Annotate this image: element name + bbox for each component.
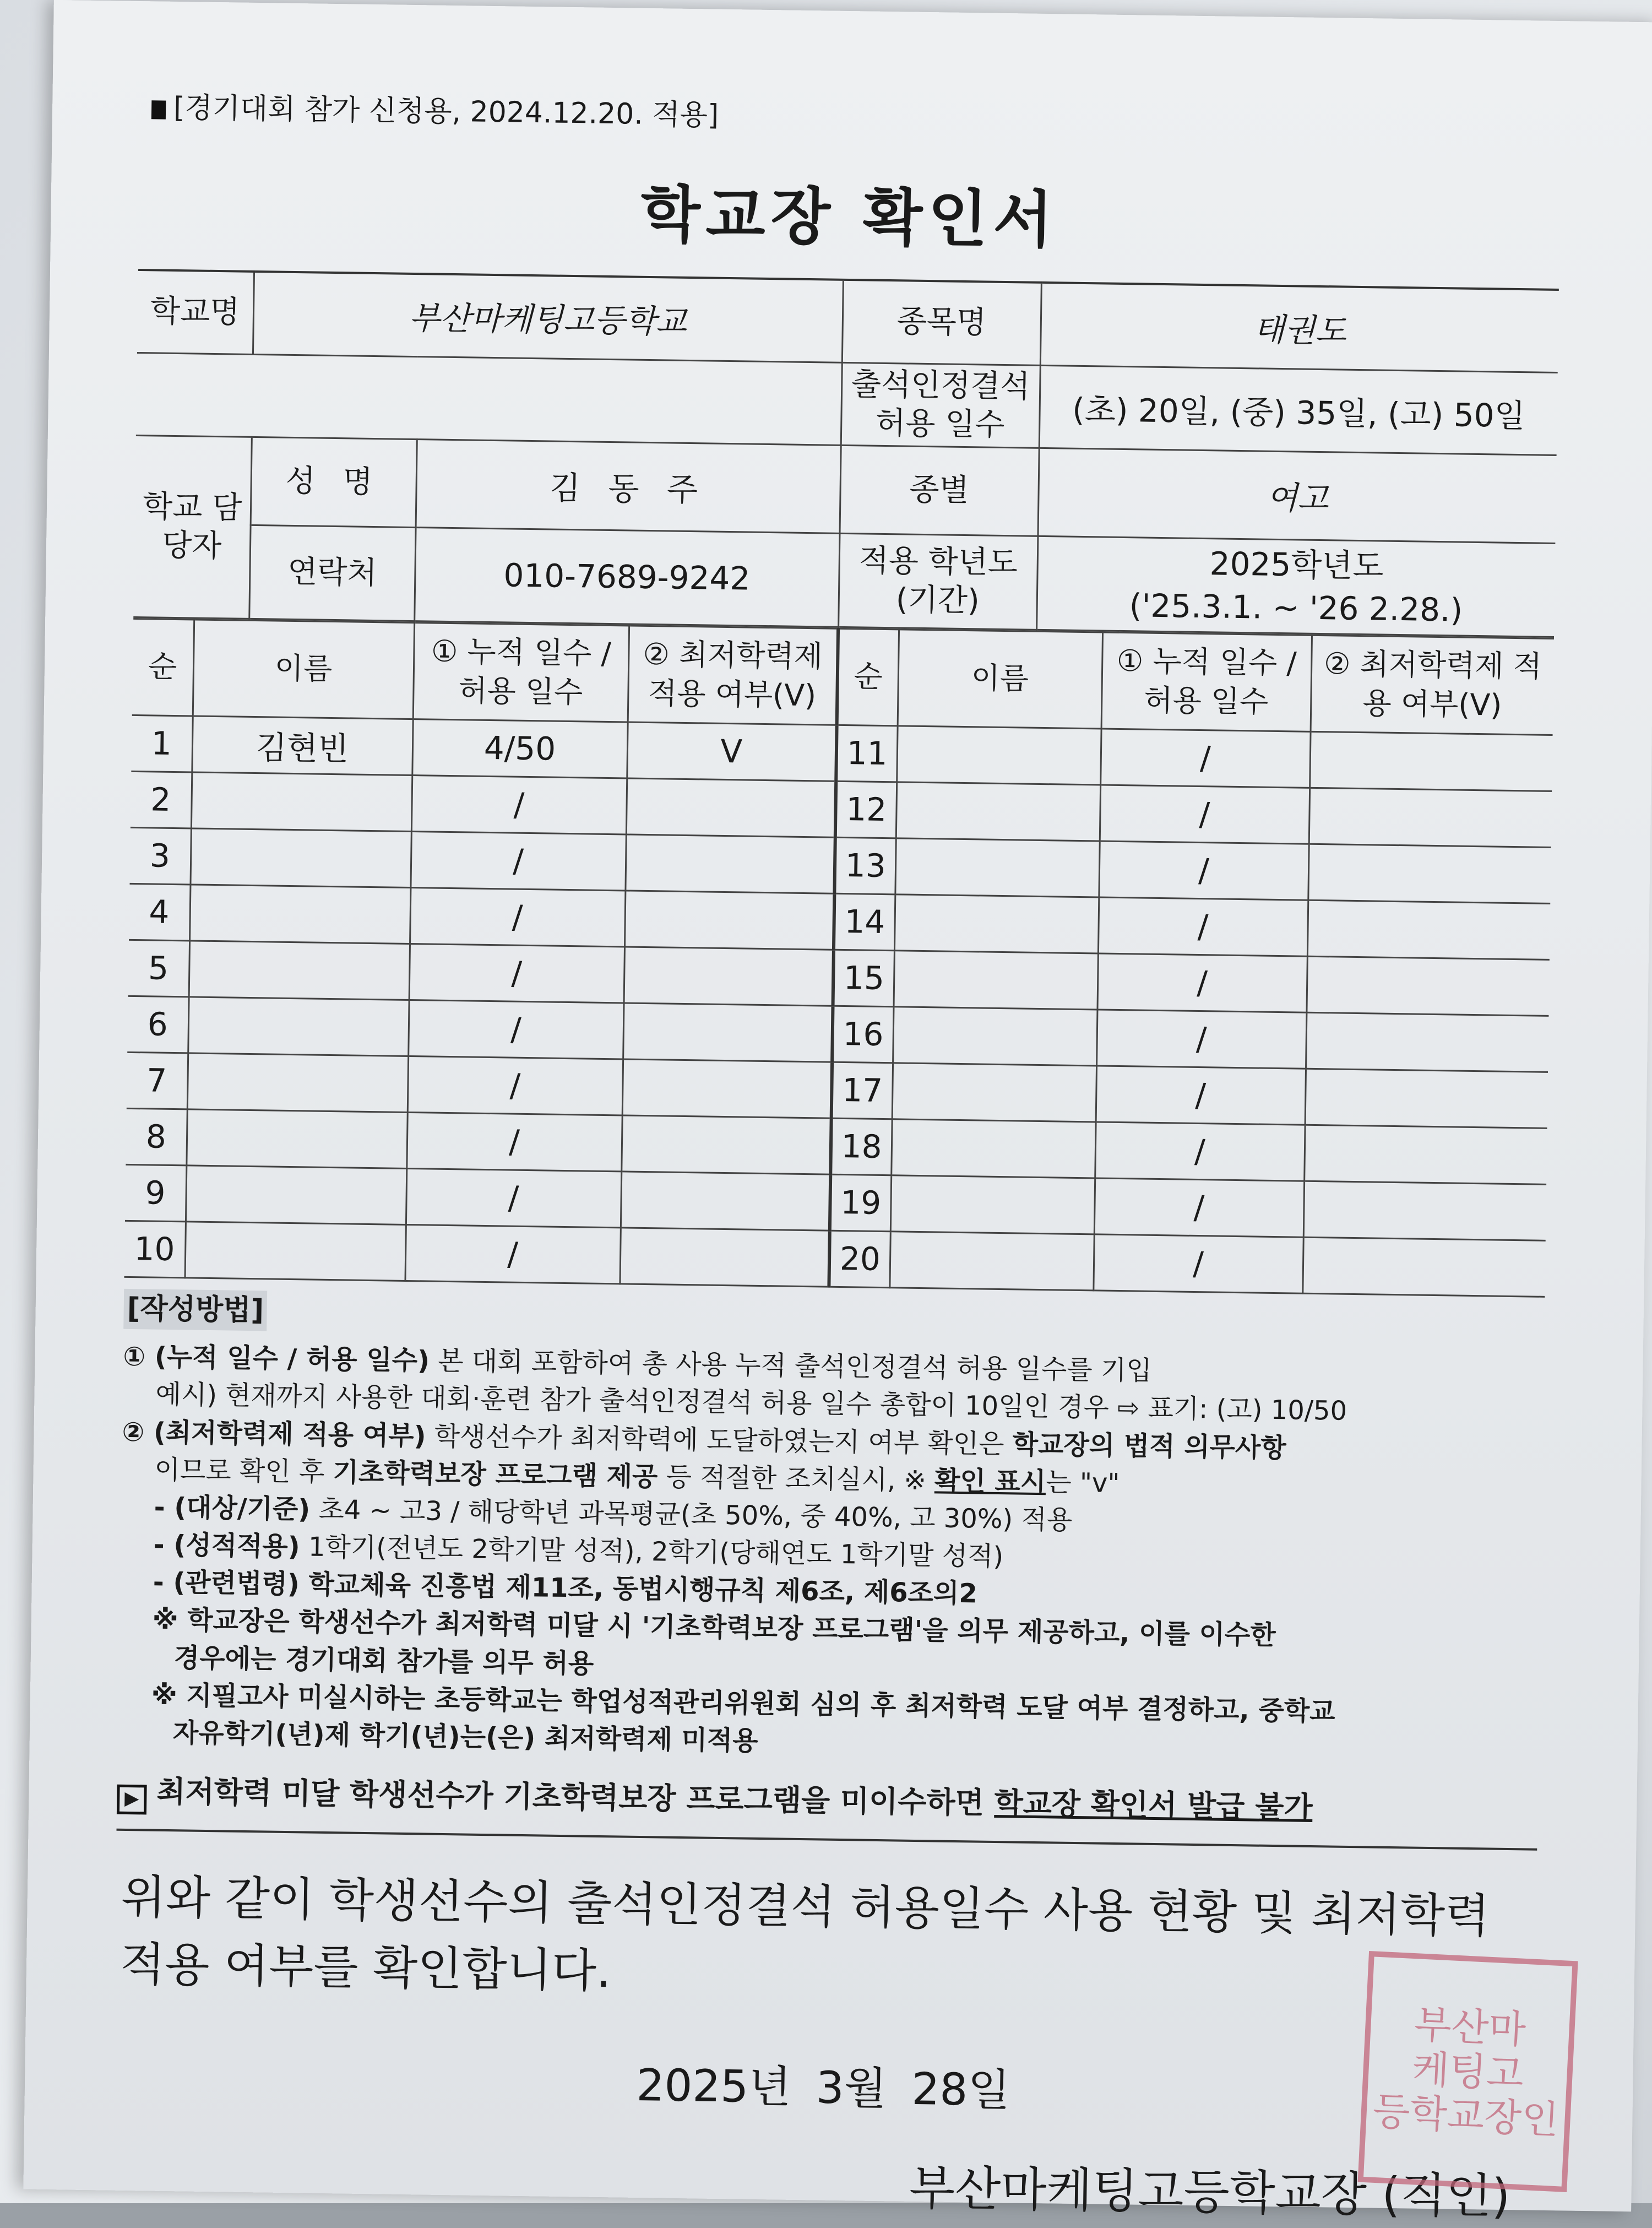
min-academic-check	[626, 778, 836, 837]
min-academic-check	[624, 946, 834, 1005]
row-number: 15	[833, 950, 894, 1007]
days-used: /	[406, 1168, 621, 1227]
phone-label: 연락처	[249, 525, 415, 621]
athlete-name	[892, 1062, 1096, 1121]
min-academic-check	[1305, 1069, 1548, 1128]
days-used: /	[1094, 1178, 1304, 1237]
sport-label: 종목명	[842, 280, 1041, 365]
category-label: 종별	[840, 445, 1039, 536]
min-academic-check	[624, 890, 834, 949]
col-name-header: 이름	[193, 619, 414, 719]
athlete-name	[190, 828, 411, 887]
athlete-name	[188, 996, 409, 1056]
row-number: 7	[127, 1052, 188, 1109]
notice	[116, 1768, 1537, 1851]
min-academic-check	[1308, 844, 1551, 903]
instruction-emphasis: 기초학력보장 프로그램 제공	[333, 1456, 658, 1493]
row-number: 11	[836, 725, 897, 782]
instruction-note-2-continued: 자유학기(년)제 학기(년)는(은) 최저학력제 미적용	[172, 1717, 759, 1757]
row-number: 18	[830, 1118, 892, 1175]
athlete-name	[894, 950, 1098, 1009]
notice-text: 최저학력 미달 학생선수가 기초학력보장 프로그램을 미이수하면	[156, 1774, 995, 1821]
date-month: 3	[816, 2062, 845, 2113]
instruction-item-2-emphasis: 학교장의 법적 의무사항	[1012, 1429, 1287, 1463]
min-academic-check	[621, 1171, 830, 1230]
instruction-item-2-title: ② (최저학력제 적용 여부)	[122, 1416, 426, 1452]
row-number: 4	[129, 883, 190, 941]
row-number: 9	[125, 1164, 186, 1222]
min-academic-check	[622, 1059, 832, 1118]
date-month-unit: 월	[844, 2062, 887, 2114]
min-academic-check	[1306, 956, 1549, 1016]
notice-emphasis: 학교장 확인서 발급 불가	[994, 1786, 1313, 1825]
row-number: 12	[835, 781, 896, 838]
athlete-name	[894, 894, 1099, 953]
instructions-heading: [작성방법]	[123, 1288, 267, 1331]
days-used: /	[1096, 1009, 1306, 1068]
min-academic-check	[1302, 1237, 1545, 1297]
athlete-name	[187, 1053, 408, 1112]
issue-date	[113, 2042, 1534, 2125]
min-academic-check	[1309, 731, 1552, 791]
header-spacer	[136, 353, 842, 445]
form-id	[151, 84, 1562, 145]
days-used: /	[407, 1056, 623, 1115]
days-used: /	[406, 1112, 622, 1171]
col-min-academic-header: ② 최저학력제 적용 여부(V)	[1311, 635, 1554, 735]
athlete-name	[186, 1109, 407, 1168]
min-academic-check	[623, 1002, 833, 1061]
athlete-name	[891, 1119, 1095, 1178]
instruction-item-1-title: ① (누적 일수 / 허용 일수)	[123, 1341, 430, 1376]
header-table	[133, 269, 1559, 637]
instruction-note-1-continued: 경우에는 경기대회 참가를 의무 허용	[173, 1642, 594, 1679]
col-days-header: ① 누적 일수 / 허용 일수	[413, 622, 629, 722]
school-name-value: 부산마케팅고등학교	[253, 272, 843, 362]
row-number: 8	[126, 1108, 187, 1166]
days-used: 4/50	[412, 719, 627, 778]
form-id-text: [경기대회 참가 신청용, 2024.12.20. 적용]	[173, 91, 719, 132]
instruction-item-1-example: 예시) 현재까지 사용한 대회·훈련 참가 출석인정결석 허용 일수 총합이 10일인 경우 ⇨ 표기: (고) 10/50	[155, 1379, 1347, 1427]
days-used: /	[1100, 784, 1309, 843]
min-academic-check	[1303, 1181, 1546, 1240]
instruction-text: 등 적절한 조치실시, ※	[657, 1461, 935, 1497]
instruction-item-1-text: 본 대회 포함하여 총 사용 누적 출석인정결석 허용 일수를 기입	[429, 1345, 1153, 1387]
athlete-name	[893, 1006, 1097, 1065]
row-number: 17	[832, 1062, 893, 1119]
row-number: 19	[830, 1174, 891, 1232]
instruction-sub-title: - (관련법령)	[153, 1566, 300, 1600]
min-academic-check	[1309, 788, 1552, 847]
athlete-name	[895, 838, 1099, 897]
athlete-name	[191, 772, 412, 831]
athlete-table-body	[124, 715, 1553, 1297]
document-content	[111, 84, 1562, 2226]
row-number: 6	[127, 996, 188, 1053]
row-number: 10	[124, 1221, 186, 1278]
athlete-table	[124, 617, 1554, 1297]
document-page	[23, 0, 1652, 2224]
min-academic-check	[1307, 900, 1550, 959]
days-used: /	[1099, 841, 1308, 899]
square-bullet-icon	[151, 100, 166, 119]
confirmation-statement: 위와 같이 학생선수의 출석인정결석 허용일수 사용 현황 및 최저학력 적용 여부를 확인합니다.	[119, 1869, 1490, 1998]
instruction-sub-title: - (성적적용)	[153, 1529, 301, 1563]
instruction-note-1: ※ 학교장은 학생선수가 최저학력 미달 시 '기초학력보장 프로그램'을 의무 제공하고, 이를 이수한	[152, 1604, 1276, 1651]
days-used: /	[1100, 728, 1310, 787]
instruction-note-2: ※ 지필고사 미실시하는 초등학교는 학업성적관리위원회 심의 후 최저학력 도달 여부 결정하고, 중학교	[151, 1679, 1335, 1727]
year-text: 2025학년도	[1209, 544, 1384, 585]
period-text: ('25.3.1. ~ '26 2.28.)	[1129, 587, 1463, 629]
date-day: 28	[911, 2063, 968, 2115]
min-academic-check	[1304, 1125, 1547, 1184]
min-academic-check	[1306, 1012, 1548, 1072]
days-used: /	[1096, 1065, 1306, 1124]
min-academic-check	[620, 1227, 829, 1286]
days-used: /	[410, 831, 626, 890]
days-used: /	[1093, 1234, 1303, 1293]
phone-value: 010-7689-9242	[414, 527, 839, 627]
row-number: 13	[834, 837, 895, 895]
athlete-name	[186, 1165, 406, 1224]
instruction-sub-text: 1학기(전년도 2학기말 성적), 2학기(당해연도 1학기말 성적)	[300, 1531, 1004, 1573]
col-days-header: ① 누적 일수 / 허용 일수	[1101, 632, 1312, 731]
min-academic-check	[621, 1115, 831, 1174]
col-name-header: 이름	[898, 629, 1102, 728]
contact-name-value: 김 동 주	[416, 439, 841, 533]
col-no-header: 순	[132, 619, 194, 716]
col-min-academic-header: ② 최저학력제 적용 여부(V)	[628, 625, 838, 724]
col-no-header: 순	[837, 628, 899, 726]
row-number: 14	[834, 893, 895, 951]
instruction-text: 이므로 확인 후	[154, 1454, 333, 1488]
sport-value: 태권도	[1040, 283, 1559, 372]
instruction-item-2-text: 학생선수가 최저학력에 도달하였는지 여부 확인은	[426, 1421, 1013, 1460]
min-academic-check	[625, 834, 835, 893]
year-label: 적용 학년도 (기간)	[838, 533, 1037, 630]
row-number: 3	[130, 827, 191, 885]
row-number: 20	[829, 1230, 890, 1288]
signer: 부산마케팅고등학교장 (직인)	[909, 2160, 1511, 2224]
official-seal: 부산마 케팅고 등학교장인	[1358, 1951, 1578, 2192]
days-used: /	[1097, 953, 1307, 1012]
athlete-name	[896, 782, 1100, 841]
athlete-name	[896, 725, 1101, 784]
allowed-days-label: 출석인정결석 허용 일수	[841, 362, 1040, 448]
athlete-name	[189, 940, 410, 1000]
athlete-name	[889, 1231, 1094, 1290]
row-number: 2	[131, 771, 192, 828]
row-number: 5	[128, 940, 189, 997]
instruction-text: 는 "v"	[1045, 1467, 1120, 1499]
athlete-name	[189, 884, 410, 944]
days-used: /	[408, 1000, 623, 1059]
athlete-name	[890, 1175, 1095, 1234]
instruction-emphasis: 확인 표시	[934, 1465, 1046, 1498]
date-year: 2025년	[635, 2059, 792, 2113]
row-number: 16	[832, 1006, 893, 1063]
athlete-name: 김현빈	[192, 715, 412, 775]
min-academic-check: V	[627, 722, 836, 780]
days-used: /	[1098, 897, 1308, 956]
row-number: 1	[131, 715, 192, 772]
allowed-days-value: (초) 20일, (중) 35일, (고) 50일	[1039, 365, 1558, 455]
year-value	[1036, 536, 1555, 637]
days-used: /	[405, 1224, 620, 1283]
instruction-sub-text: 초4 ~ 고3 / 해당학년 과목평균(초 50%, 중 40%, 고 30%) 적용	[309, 1494, 1073, 1536]
category-value: 여고	[1037, 448, 1556, 543]
days-used: /	[409, 944, 624, 1002]
date-day-unit: 일	[967, 2063, 1011, 2116]
instructions	[118, 1288, 1545, 1770]
school-name-label: 학교명	[137, 270, 254, 354]
days-used: /	[1095, 1121, 1305, 1180]
instruction-sub-text: 학교체육 진흥법 제11조, 동법시행규칙 제6조, 제6조의2	[299, 1569, 978, 1609]
instruction-sub-title: - (대상/기준)	[154, 1492, 311, 1525]
contact-name-label: 성 명	[251, 437, 417, 527]
athlete-name	[185, 1221, 406, 1281]
contact-person-label: 학교 담당자	[133, 435, 252, 619]
days-used: /	[410, 887, 625, 946]
document-title: 학교장 확인서	[640, 178, 1059, 257]
arrow-box-icon: ▶	[117, 1785, 147, 1815]
days-used: /	[411, 775, 627, 834]
